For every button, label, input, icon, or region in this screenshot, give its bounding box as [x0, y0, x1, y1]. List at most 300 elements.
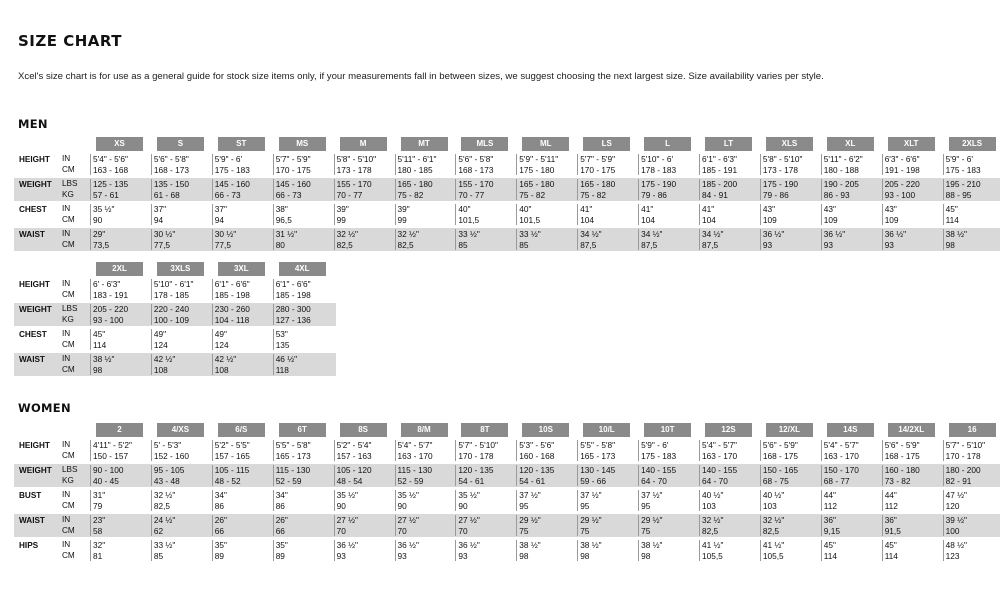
- measurement-value: 43": [762, 204, 776, 214]
- measurement-value: 6'1" - 6'6": [275, 279, 311, 289]
- measurement-value: 140 - 155: [641, 465, 677, 475]
- measurement-value: 191 - 198: [884, 164, 920, 175]
- measurement-value: 77,5: [214, 239, 231, 250]
- table-row: [14, 301, 336, 326]
- measurement-cell: [943, 154, 1000, 175]
- measurement-cell: [638, 179, 699, 200]
- measurement-value: 64 - 70: [702, 475, 728, 486]
- measurement-value: 95: [580, 500, 590, 511]
- measurement-cell: [395, 204, 456, 225]
- size-header: 4XL: [279, 262, 326, 276]
- measurement-value: 101,5: [519, 214, 541, 225]
- size-header: LS: [583, 137, 630, 151]
- measurement-cell: [212, 179, 273, 200]
- measurement-value: 26": [275, 515, 288, 525]
- measurement-value: 47 ½": [945, 490, 967, 500]
- measurement-value: 29 ½": [641, 515, 663, 525]
- measurement-value: 175 - 183: [945, 164, 981, 175]
- measurement-value: 30 ½": [214, 229, 237, 239]
- measurement-value: 82,5: [153, 500, 171, 511]
- measurement-value: 43": [884, 204, 897, 214]
- measurement-value: 70 - 77: [458, 189, 485, 200]
- measurement-cell: [699, 179, 760, 200]
- measurement-cell: [821, 204, 882, 225]
- measurement-value: 93: [397, 550, 407, 561]
- measurement-cell: [151, 329, 212, 350]
- page-title: SIZE CHART: [18, 32, 123, 50]
- measurement-value: 112: [884, 500, 898, 511]
- measurement-value: 58: [93, 525, 103, 536]
- measurement-cell: [151, 229, 212, 250]
- measurement-value: 84 - 91: [702, 189, 728, 200]
- measurement-label: WAIST: [19, 355, 45, 364]
- measurement-cell: [334, 490, 395, 511]
- measurement-cell: [821, 229, 882, 250]
- measurement-value: 38 ½": [93, 354, 115, 364]
- measurement-label: WEIGHT: [19, 305, 52, 314]
- size-header: MS: [279, 137, 326, 151]
- measurement-cell: [151, 490, 212, 511]
- measurement-value: 82,5: [336, 239, 353, 250]
- measurement-value: 87,5: [580, 239, 597, 250]
- measurement-value: 185 - 198: [214, 289, 250, 300]
- measurement-cell: [212, 154, 273, 175]
- measurement-value: 90: [93, 214, 103, 225]
- measurement-cell: [90, 354, 151, 375]
- measurement-cell: [516, 440, 577, 461]
- unit-text: LBS: [62, 179, 78, 188]
- measurement-label: CHEST: [19, 330, 47, 339]
- measurement-cell: [455, 490, 516, 511]
- measurement-cell: [638, 490, 699, 511]
- measurement-cell: [212, 204, 273, 225]
- size-header-row: [14, 137, 1000, 151]
- measurement-value: 90: [336, 500, 346, 511]
- measurement-cell: [212, 540, 273, 561]
- measurement-value: 75: [519, 525, 529, 536]
- table-row: [14, 537, 1000, 562]
- measurement-value: 5'7" - 5'9": [580, 154, 616, 164]
- measurement-label: HIPS: [19, 541, 39, 550]
- size-header: 16: [949, 423, 996, 437]
- unit-text: IN: [62, 329, 71, 338]
- measurement-value: 32": [93, 540, 106, 550]
- measurement-value: 73 - 82: [884, 475, 911, 486]
- measurement-value: 168 - 173: [153, 164, 189, 175]
- measurement-value: 114: [945, 214, 959, 225]
- unit-text: IN: [62, 440, 71, 449]
- measurement-cell: [455, 465, 516, 486]
- size-header: 2: [96, 423, 143, 437]
- size-header: 10/L: [583, 423, 630, 437]
- measurement-value: 112: [823, 500, 838, 511]
- measurement-value: 127 - 136: [275, 314, 311, 325]
- measurement-value: 93 - 100: [93, 314, 124, 325]
- measurement-value: 101,5: [458, 214, 480, 225]
- measurement-value: 94: [214, 214, 225, 225]
- measurement-cell: [516, 179, 577, 200]
- measurement-cell: [455, 154, 516, 175]
- measurement-value: 114: [884, 550, 898, 561]
- measurement-cell: [760, 154, 821, 175]
- measurement-value: 4'11" - 5'2": [93, 440, 132, 450]
- measurement-value: 173 - 178: [336, 164, 372, 175]
- measurement-value: 89: [275, 550, 285, 561]
- measurement-value: 175 - 183: [214, 164, 250, 175]
- measurement-cell: [212, 354, 273, 375]
- measurement-value: 38": [275, 204, 288, 214]
- measurement-label: WEIGHT: [19, 466, 52, 475]
- measurement-cell: [760, 179, 821, 200]
- measurement-value: 103: [702, 500, 716, 511]
- measurement-value: 104: [580, 214, 595, 225]
- measurement-value: 114: [823, 550, 838, 561]
- measurement-value: 109: [762, 214, 777, 225]
- measurement-cell: [455, 204, 516, 225]
- measurement-value: 104: [702, 214, 716, 225]
- measurement-value: 5'4" - 5'7": [397, 440, 433, 450]
- size-header: 10S: [522, 423, 569, 437]
- measurement-value: 170 - 175: [580, 164, 616, 175]
- measurement-value: 5'7" - 5'10": [945, 440, 986, 450]
- measurement-value: 120 - 135: [458, 465, 494, 475]
- size-header: XS: [96, 137, 143, 151]
- measurement-value: 43": [823, 204, 836, 214]
- measurement-cell: [699, 440, 760, 461]
- measurement-value: 85: [153, 550, 164, 561]
- measurement-cell: [151, 304, 212, 325]
- unit-label: [62, 515, 75, 536]
- measurement-cell: [577, 154, 638, 175]
- unit-text: IN: [62, 279, 71, 288]
- measurement-value: 205 - 220: [93, 304, 129, 314]
- measurement-value: 105 - 120: [336, 465, 372, 475]
- measurement-cell: [151, 540, 212, 561]
- measurement-value: 105 - 115: [214, 465, 250, 475]
- measurement-value: 54 - 61: [458, 475, 485, 486]
- measurement-value: 93: [336, 550, 346, 561]
- measurement-value: 54 - 61: [519, 475, 546, 486]
- table-row: [14, 151, 1000, 176]
- measurement-cell: [943, 490, 1000, 511]
- measurement-value: 5'9" - 6': [214, 154, 243, 164]
- measurement-value: 27 ½": [397, 515, 419, 525]
- measurement-cell: [882, 440, 943, 461]
- table-row: [14, 176, 1000, 201]
- measurement-value: 5' - 5'3": [153, 440, 182, 450]
- measurement-label: WAIST: [19, 516, 45, 525]
- measurement-value: 5'11" - 6'2": [823, 154, 863, 164]
- measurement-value: 79 - 86: [762, 189, 789, 200]
- measurement-cell: [638, 229, 699, 250]
- measurement-cell: [821, 179, 882, 200]
- measurement-cell: [882, 515, 943, 536]
- measurement-cell: [90, 465, 151, 486]
- measurement-cell: [760, 540, 821, 561]
- unit-text: CM: [62, 214, 75, 224]
- size-header: 8T: [461, 423, 508, 437]
- unit-text: IN: [62, 354, 71, 363]
- size-header-row: [14, 423, 1000, 437]
- measurement-cell: [273, 204, 334, 225]
- measurement-cell: [638, 465, 699, 486]
- unit-label: [62, 329, 75, 350]
- measurement-value: 37": [214, 204, 227, 214]
- measurement-value: 46 ½": [275, 354, 298, 364]
- measurement-value: 27 ½": [336, 515, 358, 525]
- measurement-value: 38 ½": [519, 540, 541, 550]
- measurement-value: 124: [214, 339, 229, 350]
- size-header-row: [14, 262, 336, 276]
- measurement-value: 49": [153, 329, 167, 339]
- measurement-cell: [90, 540, 151, 561]
- measurement-label: WEIGHT: [19, 180, 52, 189]
- measurement-value: 75 - 82: [397, 189, 424, 200]
- measurement-value: 38 ½": [580, 540, 602, 550]
- measurement-cell: [882, 204, 943, 225]
- measurement-cell: [638, 540, 699, 561]
- measurement-value: 45": [823, 540, 836, 550]
- unit-text: IN: [62, 540, 71, 549]
- unit-text: CM: [62, 164, 75, 174]
- measurement-value: 118: [275, 364, 289, 375]
- measurement-value: 185 - 191: [702, 164, 738, 175]
- measurement-cell: [821, 154, 882, 175]
- measurement-cell: [212, 465, 273, 486]
- measurement-value: 5'9" - 5'11": [519, 154, 559, 164]
- unit-label: [62, 304, 77, 325]
- measurement-value: 108: [214, 364, 229, 375]
- measurement-value: 68 - 77: [823, 475, 850, 486]
- measurement-value: 98: [580, 550, 590, 561]
- measurement-value: 145 - 160: [214, 179, 250, 189]
- measurement-value: 104: [641, 214, 655, 225]
- measurement-value: 105,5: [762, 550, 784, 561]
- table-row: [14, 326, 336, 351]
- measurement-value: 93: [884, 239, 894, 250]
- measurement-value: 81: [93, 550, 103, 561]
- measurement-cell: [212, 490, 273, 511]
- size-header: XL: [827, 137, 874, 151]
- measurement-value: 230 - 260: [214, 304, 250, 314]
- measurement-value: 75 - 82: [580, 189, 607, 200]
- measurement-value: 34": [214, 490, 227, 500]
- measurement-cell: [455, 540, 516, 561]
- measurement-cell: [395, 465, 456, 486]
- measurement-value: 37 ½": [641, 490, 663, 500]
- measurement-value: 5'2" - 5'5": [214, 440, 250, 450]
- measurement-value: 42 ½": [153, 354, 176, 364]
- measurement-value: 93: [762, 239, 773, 250]
- measurement-value: 41 ½": [702, 540, 724, 550]
- measurement-value: 5'6" - 5'9": [884, 440, 920, 450]
- size-header: LT: [705, 137, 752, 151]
- unit-text: KG: [62, 314, 74, 324]
- size-header: 8S: [340, 423, 387, 437]
- measurement-label: HEIGHT: [19, 155, 50, 164]
- measurement-cell: [638, 154, 699, 175]
- measurement-value: 34": [275, 490, 288, 500]
- measurement-cell: [577, 465, 638, 486]
- measurement-cell: [699, 154, 760, 175]
- unit-label: [62, 229, 75, 250]
- measurement-value: 5'3" - 5'6": [519, 440, 555, 450]
- measurement-cell: [577, 179, 638, 200]
- measurement-value: 93: [458, 550, 468, 561]
- measurement-cell: [882, 465, 943, 486]
- measurement-cell: [273, 540, 334, 561]
- measurement-cell: [760, 229, 821, 250]
- unit-label: [62, 279, 75, 300]
- measurement-value: 5'11" - 6'1": [397, 154, 437, 164]
- size-header: 3XL: [218, 262, 265, 276]
- unit-text: CM: [62, 289, 75, 299]
- measurement-value: 5'10" - 6'1": [153, 279, 194, 289]
- measurement-cell: [577, 540, 638, 561]
- measurement-cell: [455, 515, 516, 536]
- measurement-value: 195 - 210: [945, 179, 981, 189]
- measurement-value: 32 ½": [153, 490, 176, 500]
- men-size-table-extended: [14, 262, 336, 376]
- measurement-value: 120: [945, 500, 960, 511]
- measurement-value: 94: [153, 214, 164, 225]
- measurement-label: CHEST: [19, 205, 47, 214]
- measurement-cell: [455, 229, 516, 250]
- measurement-value: 39": [397, 204, 410, 214]
- size-header: 2XLS: [949, 137, 996, 151]
- size-header: 3XLS: [157, 262, 204, 276]
- unit-text: CM: [62, 500, 75, 510]
- measurement-value: 35": [275, 540, 288, 550]
- measurement-value: 5'7" - 5'10": [458, 440, 498, 450]
- measurement-value: 32 ½": [397, 229, 419, 239]
- measurement-value: 5'5" - 5'8": [580, 440, 616, 450]
- measurement-value: 124: [153, 339, 168, 350]
- measurement-value: 90 - 100: [93, 465, 124, 475]
- measurement-cell: [395, 154, 456, 175]
- measurement-cell: [699, 490, 760, 511]
- measurement-value: 49": [214, 329, 227, 339]
- measurement-value: 34 ½": [580, 229, 602, 239]
- measurement-value: 80: [275, 239, 285, 250]
- measurement-value: 36 ½": [823, 229, 846, 239]
- measurement-value: 120 - 135: [519, 465, 555, 475]
- measurement-cell: [943, 515, 1000, 536]
- measurement-value: 34 ½": [702, 229, 724, 239]
- measurement-value: 75: [641, 525, 651, 536]
- measurement-value: 82,5: [702, 525, 719, 536]
- unit-text: IN: [62, 229, 71, 238]
- measurement-value: 36 ½": [397, 540, 419, 550]
- measurement-value: 163 - 170: [823, 450, 859, 461]
- measurement-cell: [760, 465, 821, 486]
- measurement-label: WAIST: [19, 230, 45, 239]
- measurement-value: 79: [93, 500, 103, 511]
- unit-label: [62, 465, 77, 486]
- measurement-value: 31": [93, 490, 106, 500]
- measurement-value: 98: [945, 239, 955, 250]
- measurement-cell: [334, 229, 395, 250]
- measurement-value: 66 - 73: [275, 189, 302, 200]
- measurement-value: 93: [823, 239, 834, 250]
- measurement-value: 95: [519, 500, 529, 511]
- measurement-value: 41 ½": [762, 540, 785, 550]
- measurement-value: 145 - 160: [275, 179, 311, 189]
- measurement-cell: [334, 440, 395, 461]
- size-header: MLS: [461, 137, 508, 151]
- measurement-cell: [638, 515, 699, 536]
- measurement-cell: [395, 440, 456, 461]
- measurement-value: 40": [458, 204, 471, 214]
- women-size-table: [14, 423, 1000, 562]
- measurement-value: 27 ½": [458, 515, 480, 525]
- measurement-value: 23": [93, 515, 106, 525]
- size-header: 6/S: [218, 423, 265, 437]
- measurement-cell: [760, 204, 821, 225]
- size-header: 8/M: [401, 423, 448, 437]
- measurement-value: 220 - 240: [153, 304, 189, 314]
- unit-text: CM: [62, 525, 75, 535]
- measurement-value: 114: [93, 339, 107, 350]
- measurement-value: 5'4" - 5'7": [702, 440, 737, 450]
- measurement-value: 183 - 191: [93, 289, 129, 300]
- measurement-value: 70 - 77: [336, 189, 363, 200]
- measurement-value: 33 ½": [519, 229, 541, 239]
- measurement-cell: [151, 279, 212, 300]
- measurement-value: 150 - 170: [823, 465, 859, 475]
- measurement-value: 32 ½": [336, 229, 358, 239]
- measurement-value: 57 - 61: [93, 189, 119, 200]
- measurement-value: 150 - 165: [762, 465, 798, 475]
- measurement-cell: [395, 490, 456, 511]
- measurement-value: 173 - 178: [762, 164, 798, 175]
- measurement-value: 5'4" - 5'7": [823, 440, 859, 450]
- size-header: ML: [522, 137, 569, 151]
- table-row: [14, 276, 336, 301]
- measurement-label: HEIGHT: [19, 280, 50, 289]
- measurement-cell: [821, 490, 882, 511]
- measurement-value: 175 - 190: [641, 179, 677, 189]
- measurement-value: 99: [336, 214, 346, 225]
- measurement-value: 160 - 168: [519, 450, 555, 461]
- measurement-cell: [151, 179, 212, 200]
- measurement-value: 150 - 157: [93, 450, 129, 461]
- measurement-value: 157 - 163: [336, 450, 372, 461]
- measurement-value: 98: [93, 364, 103, 375]
- measurement-cell: [699, 540, 760, 561]
- measurement-cell: [273, 279, 334, 300]
- size-header: M: [340, 137, 387, 151]
- measurement-cell: [151, 440, 212, 461]
- measurement-cell: [516, 515, 577, 536]
- measurement-value: 52 - 59: [275, 475, 302, 486]
- measurement-value: 5'2" - 5'4": [336, 440, 372, 450]
- unit-text: IN: [62, 515, 71, 524]
- size-header: 2XL: [96, 262, 143, 276]
- measurement-value: 37": [153, 204, 167, 214]
- measurement-value: 135 - 150: [153, 179, 189, 189]
- measurement-cell: [577, 515, 638, 536]
- measurement-cell: [273, 329, 334, 350]
- size-header: 4/XS: [157, 423, 204, 437]
- measurement-value: 82,5: [397, 239, 414, 250]
- measurement-value: 160 - 180: [884, 465, 920, 475]
- measurement-cell: [395, 515, 456, 536]
- measurement-cell: [273, 154, 334, 175]
- measurement-value: 89: [214, 550, 225, 561]
- measurement-value: 165 - 173: [580, 450, 616, 461]
- measurement-value: 29 ½": [519, 515, 541, 525]
